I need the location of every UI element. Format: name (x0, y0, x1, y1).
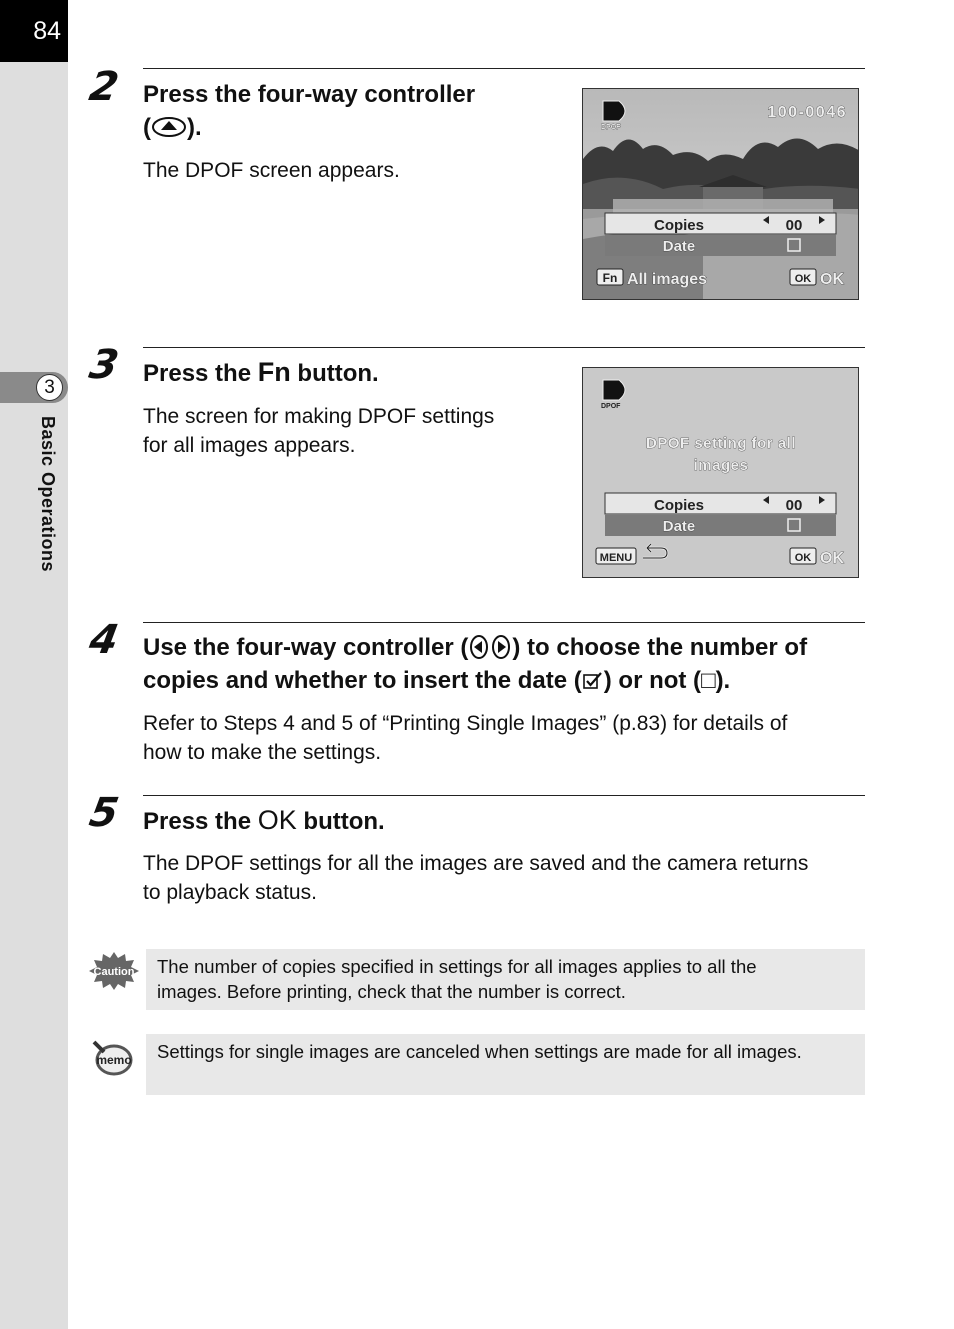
step-body-line: Refer to Steps 4 and 5 of “Printing Single Images” (p.83) for details of (143, 712, 788, 735)
menu-key-label: MENU (599, 552, 633, 564)
step-number: 5 (85, 790, 122, 836)
checked-box-icon (582, 670, 604, 690)
heading-text: Use the four-way controller ( (143, 634, 469, 661)
ok-action: OK (820, 271, 844, 288)
fn-action: All images (627, 271, 708, 288)
step-divider (143, 347, 865, 348)
date-row (605, 515, 836, 536)
step-divider (143, 68, 865, 69)
file-number: 100-0046 (767, 104, 847, 121)
step-heading-line: Press the four-way controller (143, 81, 476, 108)
dpof-logo-text: DPOF (601, 124, 621, 131)
step-body-line: for all images appears. (143, 433, 356, 457)
dpof-logo-text: DPOF (601, 403, 621, 410)
heading-text: button. (290, 360, 379, 387)
chapter-label: Basic Operations (38, 416, 58, 573)
heading-text: Press the (143, 808, 258, 835)
screen-title-line: images (693, 457, 749, 474)
date-label: Date (662, 238, 696, 255)
copies-value: 00 (785, 217, 803, 234)
step-body-line: how to make the settings. (143, 740, 382, 764)
step-body-line: The screen for making DPOF settings (143, 405, 495, 428)
ok-key-label: OK (794, 552, 812, 564)
dpof-logo (601, 101, 625, 131)
step-heading (143, 356, 379, 390)
fn-key-label: Fn (602, 271, 618, 285)
caution-icon-label: Caution (93, 966, 135, 978)
step-body (143, 403, 494, 460)
memo-icon-label: memo (96, 1053, 132, 1067)
page-number: 84 (0, 0, 68, 62)
paren-close: ). (187, 114, 202, 141)
heading-text: copies and whether to insert the date ( (143, 667, 582, 694)
step-heading-line (143, 631, 807, 664)
step-number: 3 (85, 342, 122, 388)
paren-open: ( (143, 114, 151, 141)
step-number: 4 (85, 617, 122, 663)
screen-title-line: DPOF setting for all (645, 435, 797, 452)
copies-value: 00 (785, 497, 803, 514)
left-right-arrows-icon (468, 634, 512, 660)
heading-text: ) or not ( (603, 667, 702, 694)
caution-box (146, 949, 865, 1010)
step-divider (143, 622, 865, 623)
chapter-number: 3 (36, 374, 63, 401)
step-body: The DPOF screen appears. (143, 159, 400, 182)
step-divider (143, 795, 865, 796)
ok-action: OK (820, 550, 844, 567)
memo-text: Settings for single images are canceled when settings are made for all images. (157, 1041, 802, 1062)
screen-overlay (583, 89, 859, 300)
step-heading-line (143, 111, 475, 144)
date-label: Date (662, 518, 696, 535)
camera-screen-dpof-all (582, 367, 859, 578)
step-heading (143, 78, 475, 144)
step-body (143, 850, 808, 907)
memo-icon (90, 1038, 134, 1078)
screen-overlay (583, 368, 859, 578)
step-body-line: The DPOF settings for all the images are saved and the camera returns (143, 852, 809, 875)
heading-text: button. (296, 808, 385, 835)
heading-text: ) to choose the number of (512, 634, 808, 661)
step-heading-line (143, 664, 807, 697)
ok-key: OK (257, 805, 297, 835)
heading-text: Press the (143, 360, 258, 387)
caution-text-line: The number of copies specified in settings for all images applies to all the (157, 956, 757, 977)
camera-screen-dpof (582, 88, 859, 300)
step-heading (143, 804, 385, 838)
empty-box-icon: □ (701, 667, 716, 694)
up-arrow-icon (151, 116, 187, 138)
copies-label: Copies (653, 497, 705, 514)
step-body-line: to playback status. (143, 880, 317, 904)
step-number: 2 (85, 64, 122, 110)
sidebar (0, 0, 68, 1329)
date-row (605, 235, 836, 256)
step-heading (143, 631, 807, 697)
memo-box (146, 1034, 865, 1095)
heading-text: ). (715, 667, 731, 694)
ok-key-label: OK (794, 273, 812, 285)
caution-icon (88, 951, 140, 991)
caution-text-line: images. Before printing, check that the number is correct. (157, 981, 626, 1002)
copies-label: Copies (653, 217, 705, 234)
step-body (143, 710, 787, 767)
fn-key: Fn (257, 357, 291, 387)
